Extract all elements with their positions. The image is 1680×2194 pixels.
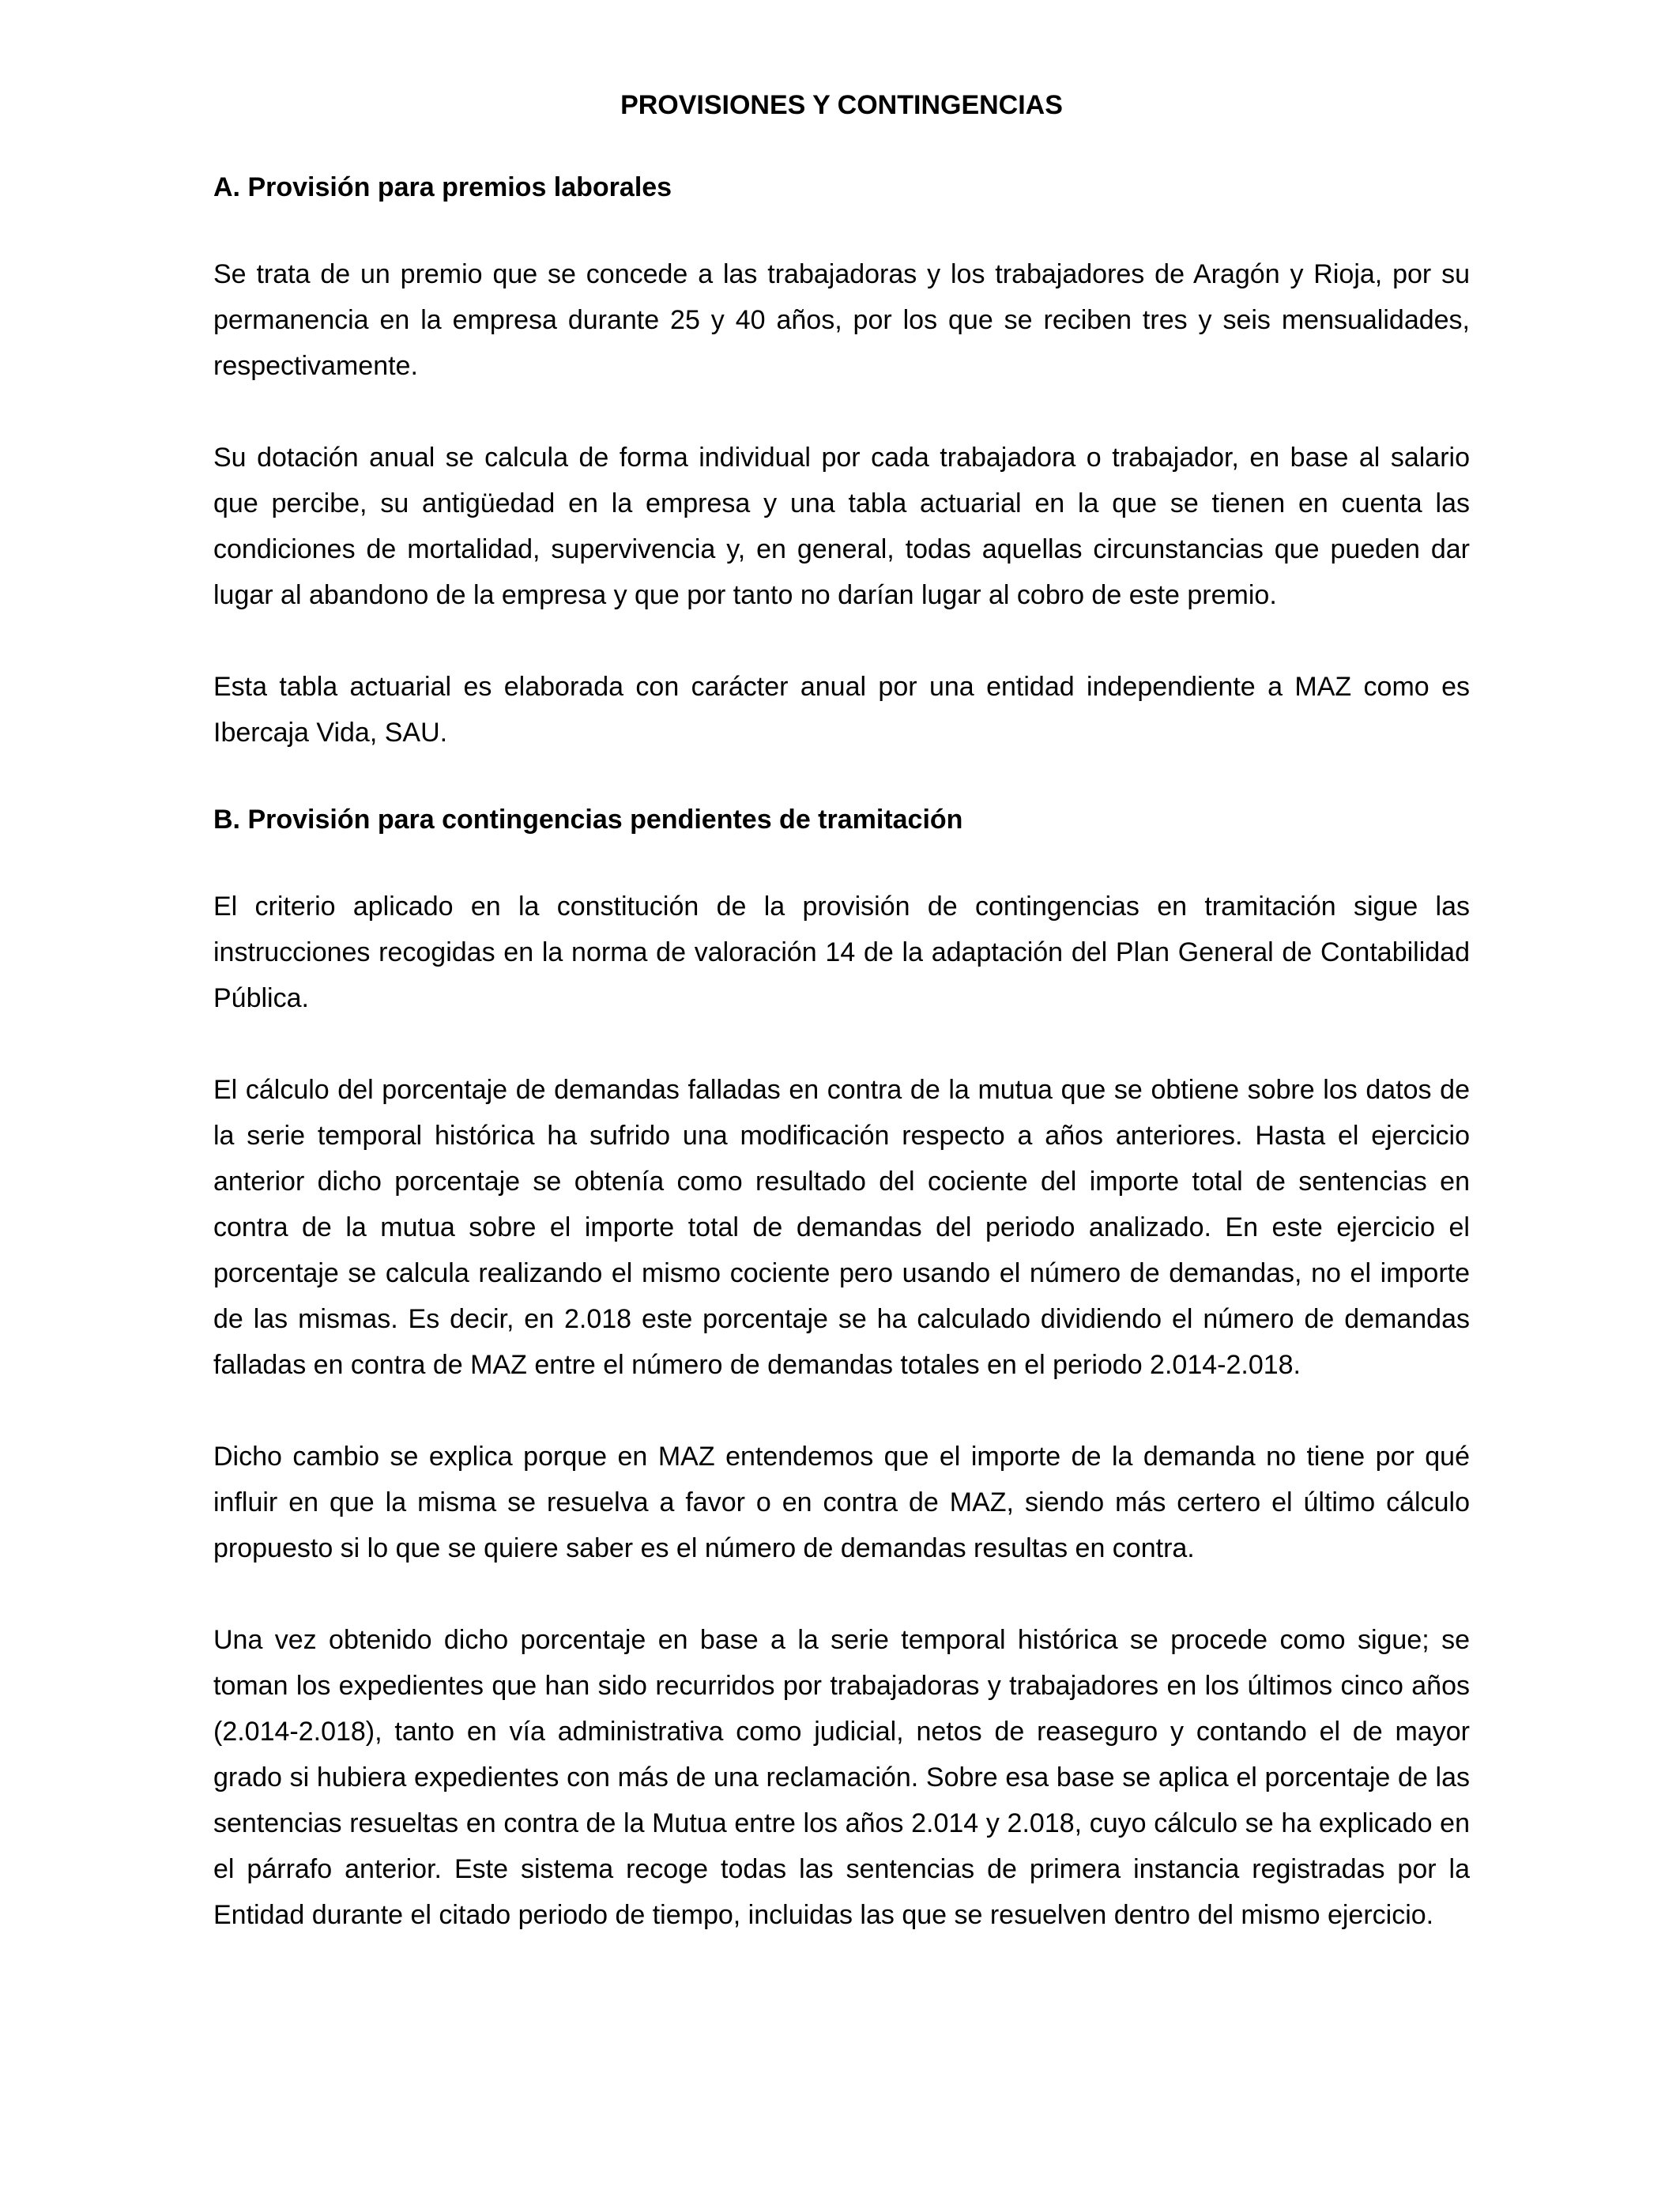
section-premios-laborales: [213, 169, 1470, 756]
section-heading: B. Provisión para contingencias pendientes de tramitación: [213, 805, 963, 835]
paragraph: Su dotación anual se calcula de forma individual por cada trabajadora o trabajador, en base al salario que percibe, su antigüedad en la empresa y una tabla actuarial en la que se tienen en cuenta las condiciones de mortalidad, supervivencia y, en general, todas aquellas circunstancias que pueden dar lugar al abandono de la empresa y que por tanto no darían lugar al cobro de este premio.: [213, 443, 1470, 610]
paragraph: El criterio aplicado en la constitución de la provisión de contingencias en tramitación sigue las instrucciones recogidas en la norma de valoración 14 de la adaptación del Plan General de Contabilidad Pública.: [213, 892, 1470, 1013]
document-title: PROVISIONES Y CONTINGENCIAS: [620, 90, 1063, 120]
paragraph: Dicho cambio se explica porque en MAZ entendemos que el importe de la demanda no tiene por qué influir en que la misma se resuelva a favor o en contra de MAZ, siendo más certero el último cálculo propuesto si lo que se quiere saber es el número de demandas resultas en contra.: [213, 1442, 1470, 1563]
paragraph: Se trata de un premio que se concede a las trabajadoras y los trabajadores de Aragón y Rioja, por su permanencia en la empresa durante 25 y 40 años, por los que se reciben tres y seis mensualidades, respectivamente.: [213, 259, 1470, 381]
paragraph: Una vez obtenido dicho porcentaje en base a la serie temporal histórica se procede como sigue; se toman los expedientes que han sido recurridos por trabajadoras y trabajadores en los últimos cinco años (2.014-2.018), tanto en vía administrativa como judicial, netos de reaseguro y contando el de mayor grado si hubiera expedientes con más de una reclamación. Sobre esa base se aplica el porcentaje de las sentencias resueltas en contra de la Mutua entre los años 2.014 y 2.018, cuyo cálculo se ha explicado en el párrafo anterior. Este sistema recoge todas las sentencias de primera instancia registradas por la Entidad durante el citado periodo de tiempo, incluidas las que se resuelven dentro del mismo ejercicio.: [213, 1625, 1470, 1930]
section-contingencias-pendientes: [213, 801, 1470, 1938]
paragraph: Esta tabla actuarial es elaborada con carácter anual por una entidad independiente a MAZ como es Ibercaja Vida, SAU.: [213, 672, 1470, 748]
section-heading: A. Provisión para premios laborales: [213, 172, 672, 202]
document-body: [213, 87, 1470, 1938]
paragraph: El cálculo del porcentaje de demandas falladas en contra de la mutua que se obtiene sobre los datos de la serie temporal histórica ha sufrido una modificación respecto a años anteriores. Hasta el ejercicio anterior dicho porcentaje se obtenía como resultado del cociente del importe total de sentencias en contra de la mutua sobre el importe total de demandas del periodo analizado. En este ejercicio el porcentaje se calcula realizando el mismo cociente pero usando el número de demandas, no el importe de las mismas. Es decir, en 2.018 este porcentaje se ha calculado dividiendo el número de demandas falladas en contra de MAZ entre el número de demandas totales en el periodo 2.014-2.018.: [213, 1075, 1470, 1380]
